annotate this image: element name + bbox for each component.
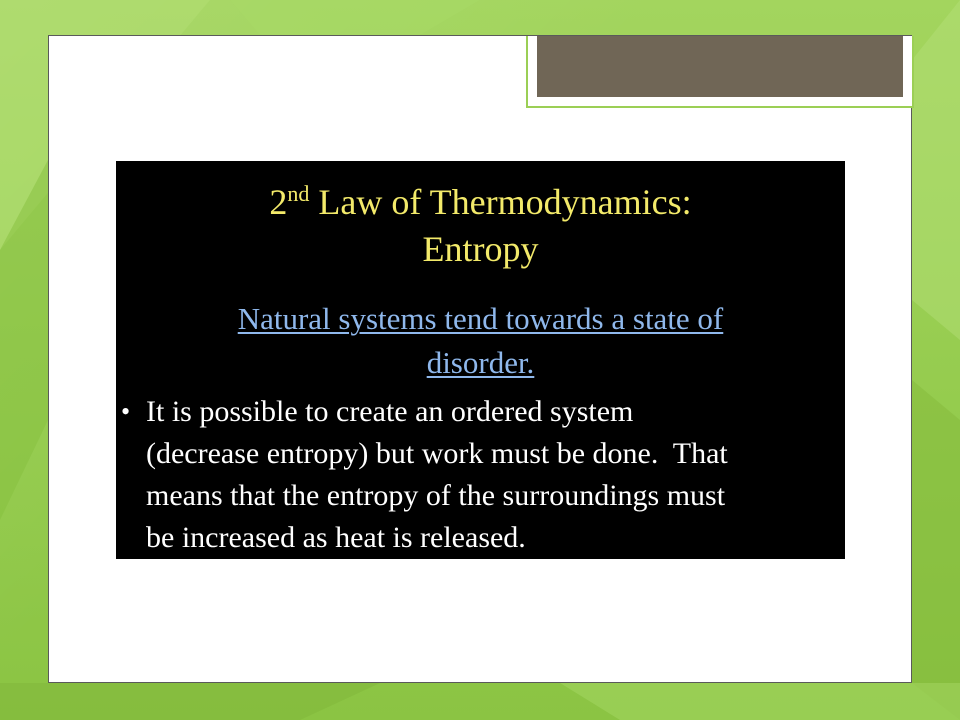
image-title-line1	[116, 179, 845, 226]
title-tab-fill	[537, 36, 903, 97]
image-subtitle	[116, 297, 845, 385]
title-ordinal-suffix: nd	[287, 181, 310, 206]
subtitle-line1: Natural systems tend towards a state of	[237, 301, 724, 336]
subtitle-line2: disorder.	[426, 345, 535, 380]
slide-content-area	[48, 35, 912, 683]
embedded-slide-image	[116, 161, 845, 559]
bullet-text	[146, 391, 846, 559]
bullet-line3: means that the entropy of the surroundings must	[146, 479, 726, 512]
bullet-line4: be increased as heat is released.	[146, 521, 526, 554]
title-ordinal-number: 2	[269, 182, 288, 222]
image-title-line2: Entropy	[422, 229, 539, 269]
bullet-item	[116, 391, 845, 561]
bullet-line2: (decrease entropy) but work must be done. That	[146, 437, 728, 470]
title-line1-text: Law of Thermodynamics:	[309, 182, 692, 222]
image-title	[116, 179, 845, 273]
bullet-line1: It is possible to create an ordered system	[146, 395, 634, 428]
bullet-icon: •	[121, 397, 131, 426]
title-placeholder	[526, 36, 914, 108]
